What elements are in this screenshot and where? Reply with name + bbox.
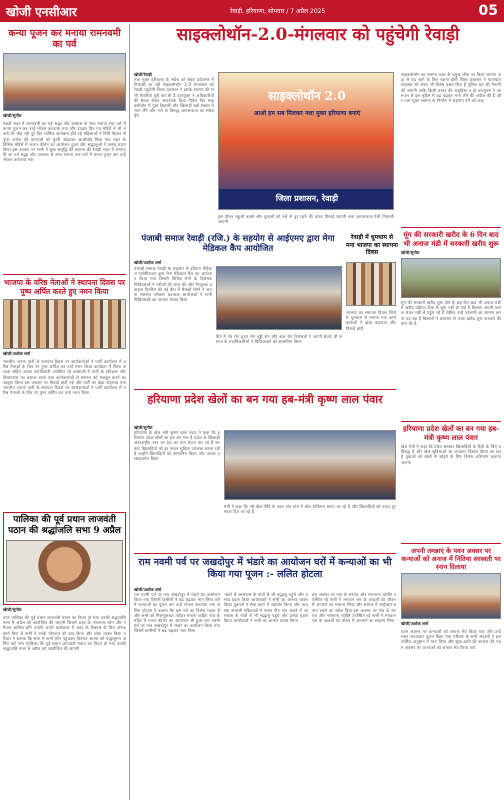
ramnavami-body-col3: इस अवसर पर गांव के सरपंच और गणमान्य व्यक्ति उपस्थित रहे सभी ने भगवान राम के आदर्शों को जीवन में अपनाने का संकल्प लिया और समाज में भाईचारा बनाए रखने का संदेश दिया इस अवसर पर गांव के सरपंच और गणमान्य व्यक्ति उपस्थित रहे सभी ने भगवान राम के आदर्शों को जीवन में अपनाने का संकल्प लिया: [312, 592, 396, 624]
sports-title: हरियाणा प्रदेश खेलों का बन गया हब-मंत्री कृष्ण लाल पंवार: [147, 393, 383, 406]
side-story-photo: [346, 262, 396, 306]
last-photo: [401, 573, 501, 619]
farm-body-text: मूंग की सरकारी खरीद शुरू होने के छह दिन बाद भी अनाज मंडी में खरीद प्रक्रिया ठीक से शुरू नहीं हो पाई है किसान अपनी फसल लेकर मंडी में पहुंच रहे हैं लेकिन उन्हें परेशानी का सामना करना पड़ रहा है किसानों ने प्रशासन से जल्द खरीद शुरू करवाने की मांग की है: [401, 300, 501, 326]
lead-body-bottom: इस दौरान स्कूली बच्चों और युवाओं को नशे से दूर रहने की शपथ दिलाई जाएगी तथा जागरूकता रैली निकाली जाएगी: [218, 214, 394, 225]
right-column: [398, 70, 504, 800]
lead-headline: साइक्लोथॉन-2.0-मंगलवार को पहुंचेगी रेवाड़ी: [176, 25, 460, 45]
camp-body-text: पंजाबी समाज रेवाड़ी के सहयोग से इंडियन मेडिकल एसोसिएशन द्वारा मेगा मेडिकल कैंप का आयोजन किया गया जिसमें विभिन्न रोगों के विशेषज्ञ चिकित्सकों ने मरीजों की जांच की और निःशुल्क दवाइयां वितरित की गई कैंप में सैकड़ों लोगों ने अपना स्वास्थ्य परीक्षण करवाया आयोजकों ने सभी चिकित्सकों का आभार व्यक्त किया: [134, 266, 212, 303]
dateline: रेवाड़ी, हरियाणा, सोमवार / 7 अप्रैल 2025: [230, 8, 326, 15]
last-body-text: पवन अवसर पर कन्याओं को अनाज भेंट किया गया और उन्हें स्नान करवाकर पूजन किया गया परिवार के सभी सदस्यों ने इस धार्मिक अनुष्ठान में भाग लिया और सुख शांति की कामना की पवन अवसर पर कन्याओं को अनाज भेंट किया गया: [401, 629, 501, 650]
story1-byline: खोजी/सुनील: [3, 113, 22, 118]
story1-photo: [3, 53, 126, 111]
newspaper-name: खोजी एनसीआर: [6, 4, 77, 19]
story2-title: भाजपा के वरिष्ठ नेताओं ने स्थापना दिवस पर पुष्प अर्पित करते हुए नमन किया: [3, 278, 126, 296]
last-byline: खोजी/अशोक शर्मा: [401, 621, 429, 626]
lead-body-right: साइक्लोथॉन का स्वागत शहर के प्रमुख चौक पर किया जाएगा जहां से यह आगे के लिए रवाना होगी जिला प्रशासन ने यातायात व्यवस्था को लेकर भी विशेष प्रबंध किए हैं पुलिस बल की तैनाती की जाएगी ताकि किसी प्रकार की असुविधा न हो उपायुक्त ने आमजन से इस मुहिम में बढ़ चढ़कर भाग लेने की अपील की है और नशा मुक्त समाज के निर्माण में सहयोग देने को कहा: [401, 72, 501, 104]
ramnavami-byline: खोजी/अशोक शर्मा: [134, 587, 162, 592]
sports-body-text: हरियाणा के खेल मंत्री कृष्ण लाल पंवार ने कहा कि हरियाणा प्रदेश खेलों का हब बन गया है प्रदेश के खिलाड़ी अंतरराष्ट्रीय स्तर पर देश का नाम रोशन कर रहे हैं सरकार खिलाड़ियों को हर संभव सुविधा उपलब्ध करवा रही है उन्होंने खिलाड़ियों को सम्मानित किया और उनका उत्साहवर्धन किया: [134, 430, 220, 462]
story3-portrait-photo: [6, 540, 123, 602]
farm-title: मूंग की सरकारी खरीद के 6 दिन बाद भी अनाज मंडी में सरकारी खरीद शुरू: [403, 230, 499, 248]
sports2-title: हरियाणा प्रदेश खेलों का बन गया हब-मंत्री कृष्ण लाल पंवार: [402, 424, 499, 442]
ramnavami-body-col2: भंडारे में आसपास के गांवों से भी श्रद्धालु पहुंचे और प्रसाद ग्रहण किया आयोजकों ने सभी का आभार व्यक्त किया युवाओं ने सेवा कार्य में सहयोग किया और व्यवस्था संभाली महिलाओं ने मंगल गीत गाए भंडारे में आसपास के गांवों से भी श्रद्धालु पहुंचे और प्रसाद ग्रहण किया आयोजकों ने सभी का आभार व्यक्त किया: [224, 592, 308, 624]
farm-photo: [401, 258, 501, 298]
divider-sports: [134, 389, 396, 390]
camp-photo: [216, 266, 342, 330]
sports-photo: [224, 430, 396, 500]
story3-body-text: नगर पालिका की पूर्व प्रधान लाजवंती पठान का निधन हो गया उनकी श्रद्धांजलि सभा 9 अप्रैल को आयोजित की जाएगी जिसमें शहर के गणमान्य लोग और परिजन शामिल होंगे उन्होंने अपने कार्यकाल में शहर के विकास के लिए अनेक कार्य किए थे सभी ने उनके योगदान को याद किया और शोक व्यक्त किया परिवार ने बताया कि सभा में सभी लोग पहुंचकर दिवंगत आत्मा को श्रद्धासुमन अर्पित करें नगर पालिका की पूर्व प्रधान लाजवंती पठान का निधन हो गया उनकी श्रद्धांजलि सभा 9 अप्रैल को आयोजित की जाएगी: [3, 615, 126, 652]
lead-byline: खोजी/रेवाड़ी: [134, 72, 152, 77]
poster-title: साइक्लोथॉन 2.0: [268, 89, 346, 103]
sports-byline: खोजी/सुनील: [134, 425, 153, 430]
camp-byline: खोजी/अशोक शर्मा: [134, 260, 162, 265]
camp-title: पंजाबी समाज रेवाड़ी (रजि.) के सहयोग से आईएमए द्वारा मेगा मेडिकल कैंप आयोजित: [141, 234, 335, 254]
side-story-title: रेवाड़ी में धूमधाम से मना भाजपा का स्थापना दिवस: [346, 234, 398, 256]
sports-body-text-2: मंत्री ने कहा कि नई खेल नीति के तहत गांव गांव में खेल स्टेडियम बनाए जा रहे हैं और खिलाड़ियों को नकद पुरस्कार दिए जा रहे हैं: [224, 504, 396, 515]
camp-body-text-2: कैंप में नेत्र रोग हृदय रोग हड्डी रोग और बाल रोग विशेषज्ञों ने अपनी सेवाएं दीं समाज के पदाधिकारियों ने चिकित्सकों को सम्मानित किया: [216, 334, 342, 345]
story3-title: पालिका की पूर्व प्रधान लाजवंती पठान की श्रद्धांजलि सभा 9 अप्रैल: [8, 515, 121, 536]
poster-tagline: आओ हम सब मिलकर नशा मुक्त हरियाणा बनाएं: [253, 110, 361, 117]
farm-byline: खोजी/सुनील: [401, 250, 420, 255]
story2-body-text: भारतीय जनता पार्टी के स्थापना दिवस पर कार्यकर्ताओं ने पार्टी कार्यालय में वरिष्ठ नेताओं के चित्र पर पुष्प अर्पित कर उन्हें नमन किया कार्यक्रम में जिला अध्यक्ष सहित अनेक पदाधिकारी उपस्थित रहे वक्ताओं ने पार्टी के इतिहास और विचारधारा पर प्रकाश डाला तथा कार्यकर्ताओं से संगठन को मजबूत करने का आह्वान किया इस अवसर पर मिठाई बांटी गई और पार्टी का झंडा फहराया गया भारतीय जनता पार्टी के स्थापना दिवस पर कार्यकर्ताओं ने पार्टी कार्यालय में वरिष्ठ नेताओं के चित्र पर पुष्प अर्पित कर उन्हें नमन किया: [3, 359, 126, 396]
story1-title: कन्या पूजन कर मनाया रामनवमी का पर्व: [8, 28, 121, 50]
left-column: [0, 24, 130, 800]
ramnavami-title: राम नवमी पर्व पर जखदोपुर में भंडारे का आयोजन घरों में कन्याओं का भी किया गया पूजन :- ललित होटला: [138, 557, 392, 580]
cyclothon-poster: [218, 72, 394, 210]
ramnavami-body-col1: राम नवमी पर्व पर गांव जखदोपुर में भंडारे का आयोजन किया गया जिसमें ग्रामीणों ने बढ़ चढ़कर भाग लिया घरों में कन्याओं का पूजन कर उन्हें भोजन करवाया गया ललित होटला ने बताया कि इस पर्व का विशेष महत्व है और सभी को मिलजुलकर त्योहार मनाना चाहिए गांव के मंदिर में भजन कीर्तन का आयोजन भी हुआ राम नवमी पर्व पर गांव जखदोपुर में भंडारे का आयोजन किया गया जिसमें ग्रामीणों ने बढ़ चढ़कर भाग लिया: [134, 592, 220, 634]
page-number: 05: [478, 3, 498, 19]
last-title: अपनी तमन्नाएं के पवन अवसर पर कन्याओं को अनाज में नितिया सरस्वती पर स्नान दिलाया: [401, 547, 501, 571]
poster-caption: जिला प्रशासन, रेवाड़ी: [219, 189, 394, 209]
side-story-body-text: भाजपा का स्थापना दिवस जिले में धूमधाम से मनाया गया कार्यकर्ताओं ने झंडा फहराया और मिठाई बांटी: [346, 310, 396, 331]
divider-ramnavami: [134, 553, 396, 554]
story1-body-text: रेवाड़ी शहर में रामनवमी का पर्व श्रद्धा और उल्लास के साथ मनाया गया घरों में कन्या पूजन कर उन्हें भोजन करवाया गया और उपहार दिए गए मंदिरों में भी भक्तों की भीड़ रही पूरे दिन धार्मिक कार्यक्रम होते रहे महिलाओं ने विधि विधान से पूजा अर्चना की कन्याओं को चुनरी ओढ़ाकर आशीर्वाद लिया गया शहर के विभिन्न मंदिरों में भजन कीर्तन का आयोजन हुआ और श्रद्धालुओं ने प्रसाद ग्रहण किया इस अवसर पर सभी ने सुख समृद्धि की कामना की रेवाड़ी शहर में रामनवमी का पर्व श्रद्धा और उल्लास के साथ मनाया गया घरों में कन्या पूजन कर उन्हें भोजन करवाया गया: [3, 121, 126, 163]
sports2-body-text: खेल मंत्री ने कहा कि प्रदेश सरकार खिलाड़ियों के हितों के लिए प्रतिबद्ध है और खेल सुविधाओं का लगातार विस्तार किया जा रहा है युवाओं को खेलों से जोड़ने के लिए विशेष अभियान चलाया जाएगा: [401, 444, 501, 465]
story3-byline: खोजी/सुनील: [3, 607, 22, 612]
story2-byline: खोजी/अशोक शर्मा: [3, 351, 31, 356]
masthead-bar: [0, 0, 504, 22]
lead-body-col1: नशा मुक्त हरियाणा के संदेश को लेकर प्रदेशभर में निकाली जा रही साइक्लोथॉन 2.0 मंगलवार को रेवाड़ी पहुंचेगी जिला प्रशासन ने इसके स्वागत की सभी तैयारियां पूरी कर ली हैं उपायुक्त ने अधिकारियों की बैठक लेकर आवश्यक दिशा निर्देश दिए साइक्लोथॉन में युवा विद्यार्थी और खिलाड़ी बड़ी संख्या में भाग लेंगे और नशे के विरुद्ध जागरूकता का संदेश देंगे: [134, 77, 214, 119]
story2-photo: [3, 299, 126, 349]
